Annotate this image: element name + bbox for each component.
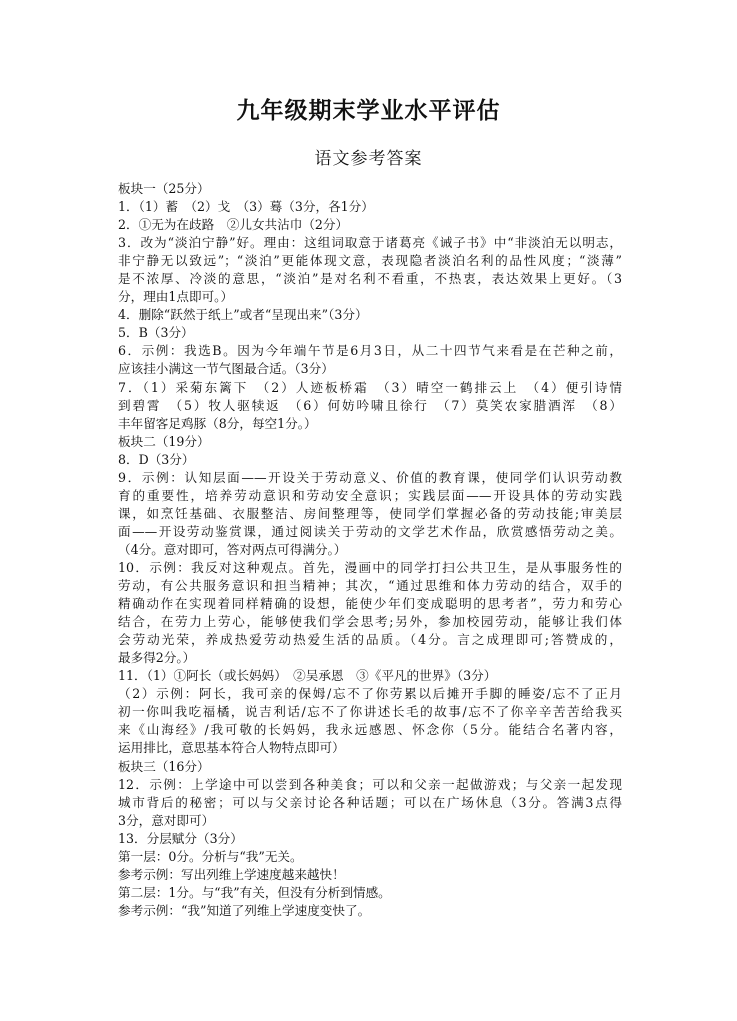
answer-line: 1．（1）蓄 （2）戈 （3）蓦（3分，各1分） bbox=[118, 199, 374, 215]
answer-line: 最多得2分。） bbox=[118, 650, 196, 666]
answer-line: 劳动，有公共服务意识和担当精神；其次，“通过思维和体力劳动的结合，双手的 bbox=[118, 578, 622, 594]
section-heading: 板块二（19分） bbox=[118, 433, 210, 449]
answer-line: 丰年留客足鸡豚（8分，每空1分。） bbox=[118, 415, 317, 431]
answer-line: 应该挂小满这一节气图最合适。（3分） bbox=[118, 361, 334, 377]
answer-line: 7．（1）采菊东篱下 （2）人迹板桥霜 （3）晴空一鹤排云上 （4）便引诗情 bbox=[118, 379, 622, 395]
answer-line: 8．D（3分） bbox=[118, 451, 195, 467]
answer-line: 13．分层赋分（3分） bbox=[118, 830, 243, 846]
answer-body bbox=[118, 180, 622, 920]
answer-line: 育的重要性，培养劳动意识和劳动安全意识；实践层面——开设具体的劳动实践 bbox=[118, 487, 622, 503]
answer-line: 城市背后的秘密；可以与父亲讨论各种话题；可以在广场休息（3分。答满3点得 bbox=[118, 794, 622, 810]
answer-line: 5．B（3分） bbox=[118, 325, 194, 341]
answer-line: 3．改为“淡泊宁静”好。理由：这组词取意于诸葛亮《诫子书》中“非淡泊无以明志， bbox=[118, 235, 622, 251]
answer-line: 精确动作在实现着同样精确的设想，能使少年们变成聪明的思考者”，劳力和劳心 bbox=[118, 596, 622, 612]
answer-line: 6．示例：我选B。因为今年端午节是6月3日，从二十四节气来看是在芒种之前， bbox=[118, 343, 622, 359]
answer-line: 12．示例：上学途中可以尝到各种美食；可以和父亲一起做游戏；与父亲一起发现 bbox=[118, 776, 622, 792]
answer-line: 到碧霄 （5）牧人驱犊返 （6）何妨吟啸且徐行 （7）莫笑农家腊酒浑 （8） bbox=[118, 397, 622, 413]
answer-line: 参考示例：写出列维上学速度越来越快！ bbox=[118, 866, 345, 882]
answer-line: 是不浓厚、冷淡的意思，“淡泊”是对名利不看重，不热衷，表达效果上更好。（3 bbox=[118, 271, 622, 287]
page-title: 九年级期末学业水平评估 bbox=[236, 97, 501, 124]
answer-line: 2．①无为在歧路 ②儿女共沾巾（2分） bbox=[118, 217, 349, 233]
answer-line: 分，理由1点即可。） bbox=[118, 289, 234, 305]
answer-line: 非宁静无以致远”；“淡泊”更能体现文意，表现隐者淡泊名利的品性风度；“淡薄” bbox=[118, 253, 622, 269]
answer-line: 第二层：1分。与“我”有关，但没有分析到情感。 bbox=[118, 884, 391, 900]
answer-line: 11．（1）①阿长（或长妈妈） ②吴承恩 ③《平凡的世界》（3分） bbox=[118, 668, 497, 684]
answer-line: （2）示例：阿长，我可亲的保姆/忘不了你劳累以后摊开手脚的睡姿/忘不了正月 bbox=[118, 686, 622, 702]
section-heading: 板块一（25分） bbox=[118, 181, 210, 196]
answer-line: 3分，意对即可） bbox=[118, 812, 215, 828]
answer-line: 初一你叫我吃福橘，说吉利话/忘不了你讲述长毛的故事/忘不了你辛辛苦苦给我买 bbox=[118, 704, 622, 720]
answer-line: 结合，在劳力上劳心，能够使我们学会思考;另外，参加校园劳动，能够让我们体 bbox=[118, 614, 622, 630]
answer-line: 10．示例：我反对这种观点。首先，漫画中的同学打扫公共卫生，是从事服务性的 bbox=[118, 559, 622, 575]
answer-line: 面——开设劳动鉴赏课，通过阅读关于劳动的文学艺术作品，欣赏感悟劳动之美。 bbox=[118, 523, 622, 539]
answer-line: （4分。意对即可，答对两点可得满分。） bbox=[118, 541, 347, 557]
answer-line: 第一层：0分。分析与“我”无关。 bbox=[118, 848, 303, 864]
answer-line: 运用排比，意思基本符合人物特点即可） bbox=[118, 740, 345, 756]
answer-line: 4．删除“跃然于纸上”或者“呈现出来”（3分） bbox=[118, 307, 368, 323]
answer-line: 课，如烹饪基础、衣服整洁、房间整理等，使同学们掌握必备的劳动技能;审美层 bbox=[118, 505, 622, 521]
section-heading: 板块三（16分） bbox=[118, 758, 210, 774]
answer-line: 9．示例：认知层面——开设关于劳动意义、价值的教育课，使同学们认识劳动教 bbox=[118, 469, 622, 485]
page-subtitle: 语文参考答案 bbox=[314, 149, 423, 169]
answer-line: 来《山海经》/我可敬的长妈妈，我永远感恩、怀念你（5分。能结合名著内容， bbox=[118, 722, 622, 738]
answer-line: 参考示例：“我”知道了列维上学速度变快了。 bbox=[118, 902, 371, 918]
answer-line: 会劳动光荣，养成热爱劳动热爱生活的品质。（4分。言之成理即可;答赞成的， bbox=[118, 632, 622, 648]
